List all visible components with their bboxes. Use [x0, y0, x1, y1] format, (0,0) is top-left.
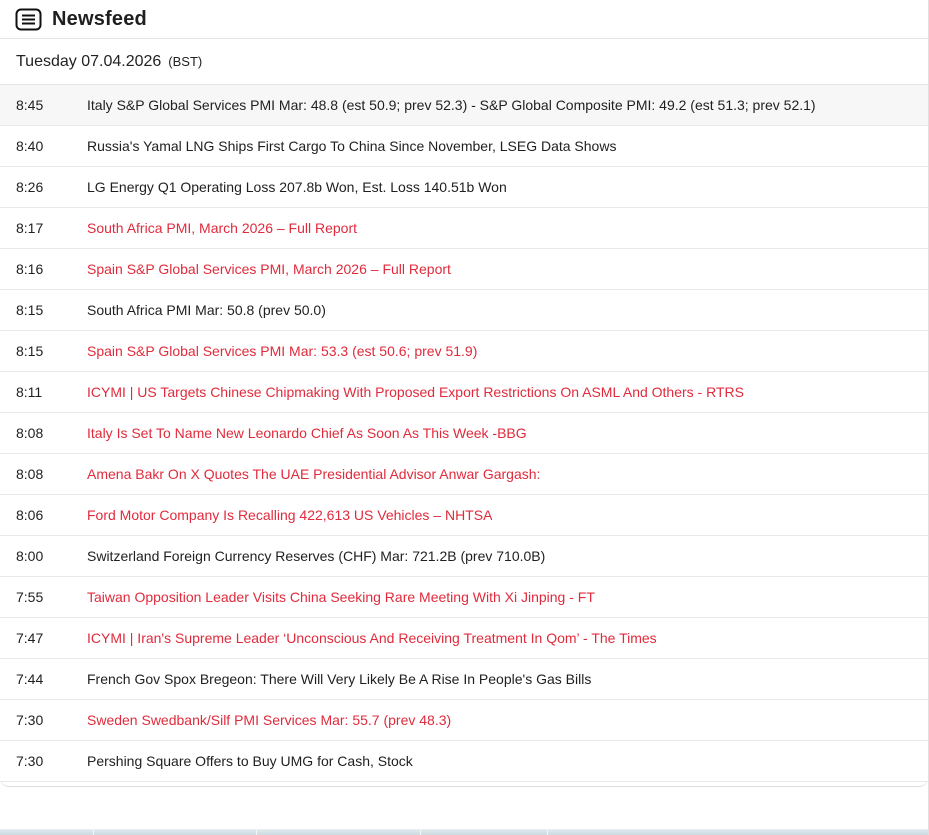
news-list [0, 85, 928, 787]
strip-separator [420, 830, 421, 835]
news-row[interactable] [0, 454, 928, 495]
list-menu-icon [15, 8, 42, 31]
news-time: 8:15 [16, 343, 44, 359]
news-time: 7:30 [16, 753, 44, 769]
news-headline[interactable]: Switzerland Foreign Currency Reserves (CHF) Mar: 721.2B (prev 710.0B) [87, 548, 546, 564]
news-headline[interactable]: Spain S&P Global Services PMI Mar: 53.3 (est 50.6; prev 51.9) [87, 343, 478, 359]
date-bar [0, 39, 928, 85]
news-time: 8:08 [16, 466, 44, 482]
news-headline[interactable]: Italy Is Set To Name New Leonardo Chief As Soon As This Week -BBG [87, 425, 527, 441]
news-headline[interactable]: South Africa PMI Mar: 50.8 (prev 50.0) [87, 302, 326, 318]
strip-separator [256, 830, 257, 835]
page-title: Newsfeed [52, 7, 147, 30]
news-headline[interactable]: South Africa PMI, March 2026 – Full Report [87, 220, 358, 236]
news-row[interactable] [0, 413, 928, 454]
strip-separator [547, 830, 548, 835]
news-headline[interactable]: Pershing Square Offers to Buy UMG for Cash, Stock [87, 753, 413, 769]
news-headline[interactable]: Sweden Swedbank/Silf PMI Services Mar: 55.7 (prev 48.3) [87, 712, 452, 728]
timezone-label: (BST) [168, 54, 203, 69]
news-row[interactable] [0, 700, 928, 741]
news-row[interactable] [0, 85, 928, 126]
news-row[interactable] [0, 290, 928, 331]
news-headline[interactable]: Russia's Yamal LNG Ships First Cargo To China Since November, LSEG Data Shows [87, 138, 617, 154]
news-row[interactable] [0, 741, 928, 782]
news-time: 8:06 [16, 507, 44, 523]
news-row[interactable] [0, 126, 928, 167]
menu-button[interactable] [15, 8, 42, 31]
news-row[interactable] [0, 372, 928, 413]
news-time: 8:11 [16, 384, 43, 400]
news-time: 7:47 [16, 630, 44, 646]
news-time: 7:30 [16, 712, 44, 728]
news-time: 8:26 [16, 179, 44, 195]
news-time: 8:00 [16, 548, 44, 564]
news-headline[interactable]: ICYMI | Iran's Supreme Leader ‘Unconscious And Receiving Treatment In Qom’ - The Times [87, 630, 657, 646]
news-headline[interactable]: ICYMI | US Targets Chinese Chipmaking With Proposed Export Restrictions On ASML And Others - RTRS [87, 384, 744, 400]
news-row[interactable] [0, 659, 928, 700]
news-headline[interactable]: Spain S&P Global Services PMI, March 2026 – Full Report [87, 261, 451, 277]
newsfeed-header [0, 0, 928, 39]
news-row[interactable] [0, 618, 928, 659]
bottom-panel-edge [0, 829, 928, 835]
news-row[interactable] [0, 167, 928, 208]
news-time: 8:45 [16, 97, 44, 113]
news-time: 8:17 [16, 220, 44, 236]
news-time: 8:08 [16, 425, 44, 441]
news-headline[interactable]: Amena Bakr On X Quotes The UAE Presidential Advisor Anwar Gargash: [87, 466, 541, 482]
news-time: 8:15 [16, 302, 44, 318]
news-row[interactable] [0, 577, 928, 618]
news-headline[interactable]: Taiwan Opposition Leader Visits China Seeking Rare Meeting With Xi Jinping - FT [87, 589, 595, 605]
strip-separator [93, 830, 94, 835]
news-row[interactable] [0, 249, 928, 290]
news-time: 7:55 [16, 589, 44, 605]
date-label: Tuesday 07.04.2026 [16, 52, 162, 70]
news-headline[interactable]: Ford Motor Company Is Recalling 422,613 US Vehicles – NHTSA [87, 507, 493, 523]
news-row[interactable] [0, 495, 928, 536]
news-row[interactable] [0, 536, 928, 577]
news-row[interactable] [0, 331, 928, 372]
news-time: 8:40 [16, 138, 44, 154]
news-time: 8:16 [16, 261, 44, 277]
news-row[interactable] [0, 208, 928, 249]
news-headline[interactable]: Italy S&P Global Services PMI Mar: 48.8 (est 50.9; prev 52.3) - S&P Global Composite PMI: 49.2 (est 51.3; prev 52.1) [87, 97, 816, 113]
news-headline[interactable]: LG Energy Q1 Operating Loss 207.8b Won, Est. Loss 140.51b Won [87, 179, 507, 195]
news-time: 7:44 [16, 671, 44, 687]
news-headline[interactable]: French Gov Spox Bregeon: There Will Very Likely Be A Rise In People's Gas Bills [87, 671, 592, 687]
